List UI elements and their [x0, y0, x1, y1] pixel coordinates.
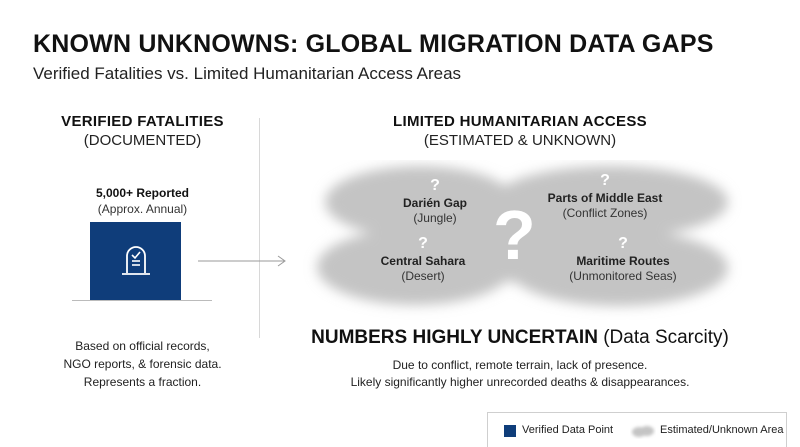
access-heading-block — [350, 113, 690, 149]
access-heading: LIMITED HUMANITARIAN ACCESS — [393, 113, 647, 130]
region-name: Parts of Middle East — [547, 191, 663, 205]
page-title: KNOWN UNKNOWNS: GLOBAL MIGRATION DATA GAPS — [33, 30, 714, 58]
note-line: Based on official records, — [75, 339, 210, 353]
verified-heading-block — [40, 113, 245, 149]
panel-divider — [259, 118, 260, 338]
baseline-divider — [72, 300, 212, 301]
big-question-mark: ? — [493, 196, 536, 274]
region-maritime-routes — [548, 236, 698, 283]
verified-notes — [40, 337, 245, 391]
unknown-mark: ? — [600, 172, 610, 189]
arrow-right-icon — [198, 253, 290, 269]
legend-label-estimated: Estimated/Unknown Area — [660, 424, 784, 436]
note-line: NGO reports, & forensic data. — [63, 357, 222, 371]
legend-swatch-estimated — [630, 423, 656, 439]
uncertainty-reasons — [300, 357, 740, 391]
region-type: (Unmonitored Seas) — [569, 269, 677, 283]
region-type: (Conflict Zones) — [562, 206, 648, 220]
reported-count: 5,000+ Reported — [95, 186, 190, 200]
reported-block — [60, 186, 225, 216]
uncertainty-heading — [260, 327, 780, 349]
legend — [487, 412, 787, 447]
region-name: Central Sahara — [380, 254, 466, 268]
note-line: Represents a fraction. — [83, 375, 202, 389]
page-subtitle: Verified Fatalities vs. Limited Humanitarian Access Areas — [33, 64, 462, 83]
region-middle-east — [530, 173, 680, 220]
gravestone-icon — [119, 243, 153, 279]
unknown-mark: ? — [418, 235, 428, 252]
uncertainty-rest: (Data Scarcity) — [603, 327, 729, 348]
verified-subheading: (DOCUMENTED) — [83, 132, 202, 149]
region-type: (Jungle) — [413, 211, 457, 225]
unknown-mark: ? — [618, 235, 628, 252]
region-darien-gap — [370, 178, 500, 225]
unknown-mark: ? — [430, 177, 440, 194]
legend-label-verified: Verified Data Point — [522, 424, 614, 436]
reason-line: Likely significantly higher unrecorded deaths & disappearances. — [350, 375, 690, 389]
access-subheading: (ESTIMATED & UNKNOWN) — [423, 132, 617, 149]
region-type: (Desert) — [401, 269, 445, 283]
uncertainty-bold: NUMBERS HIGHLY UNCERTAIN — [311, 327, 598, 348]
region-name: Darién Gap — [402, 196, 468, 210]
region-central-sahara — [358, 236, 488, 283]
region-name: Maritime Routes — [576, 254, 670, 268]
verified-heading: VERIFIED FATALITIES — [61, 113, 224, 130]
reported-note: (Approx. Annual) — [97, 202, 188, 216]
legend-swatch-verified — [504, 425, 516, 437]
reason-line: Due to conflict, remote terrain, lack of presence. — [392, 358, 648, 372]
verified-data-bar — [90, 222, 181, 300]
